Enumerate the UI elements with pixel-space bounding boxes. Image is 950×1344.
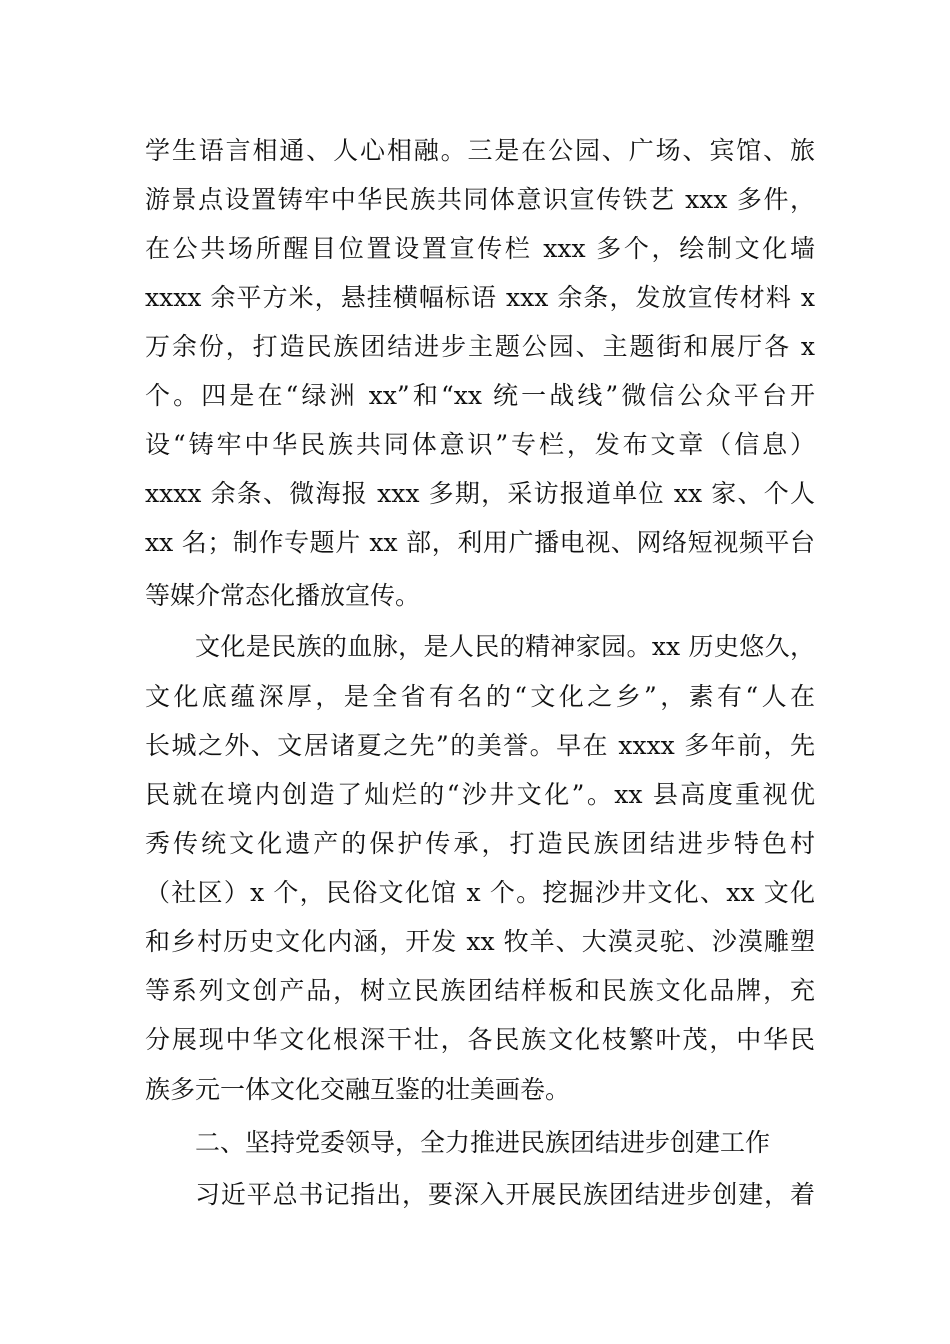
paragraph-line: xx 名；制作专题片 xx 部，利用广播电视、网络短视频平台 (145, 528, 815, 557)
paragraph-line: 等系列文创产品，树立民族团结样板和民族文化品牌，充 (145, 976, 815, 1005)
paragraph-line: 民就在境内创造了灿烂的“沙井文化”。xx 县高度重视优 (145, 780, 815, 809)
paragraph-line: 长城之外、文居诸夏之先”的美誉。早在 xxxx 多年前，先 (145, 731, 815, 760)
paragraph-line: 在公共场所醒目位置设置宣传栏 xxx 多个，绘制文化墙 (145, 234, 815, 263)
paragraph-line: （社区）x 个，民俗文化馆 x 个。挖掘沙井文化、xx 文化 (145, 878, 815, 907)
section-heading: 二、坚持党委领导，全力推进民族团结进步创建工作 (195, 1128, 771, 1157)
paragraph-line: 等媒介常态化播放宣传。 (145, 581, 421, 610)
paragraph-line: 学生语言相通、人心相融。三是在公园、广场、宾馆、旅 (145, 136, 815, 165)
paragraph-line: 分展现中华文化根深干壮，各民族文化枝繁叶茂，中华民 (145, 1025, 815, 1054)
paragraph-line: 族多元一体文化交融互鉴的壮美画卷。 (145, 1075, 571, 1104)
paragraph-line: 秀传统文化遗产的保护传承，打造民族团结进步特色村 (145, 829, 815, 858)
paragraph-line: xxxx 余条、微海报 xxx 多期，采访报道单位 xx 家、个人 (145, 479, 815, 508)
paragraph-line: xxxx 余平方米，悬挂横幅标语 xxx 余条，发放宣传材料 x (145, 283, 815, 312)
paragraph-line: 个。四是在“绿洲 xx”和“xx 统一战线”微信公众平台开 (145, 381, 815, 410)
paragraph-line: 和乡村历史文化内涵，开发 xx 牧羊、大漠灵驼、沙漠雕塑 (145, 927, 815, 956)
paragraph-line: 万余份，打造民族团结进步主题公园、主题街和展厅各 x (145, 332, 815, 361)
paragraph-line: 习近平总书记指出，要深入开展民族团结进步创建，着 (195, 1180, 815, 1209)
paragraph-line: 游景点设置铸牢中华民族共同体意识宣传铁艺 xxx 多件， (145, 185, 815, 214)
paragraph-line: 文化底蕴深厚，是全省有名的“文化之乡”，素有“人在 (145, 682, 815, 711)
paragraph-line: 文化是民族的血脉，是人民的精神家园。xx 历史悠久， (195, 632, 815, 661)
paragraph-line: 设“铸牢中华民族共同体意识”专栏，发布文章（信息） (145, 430, 815, 459)
